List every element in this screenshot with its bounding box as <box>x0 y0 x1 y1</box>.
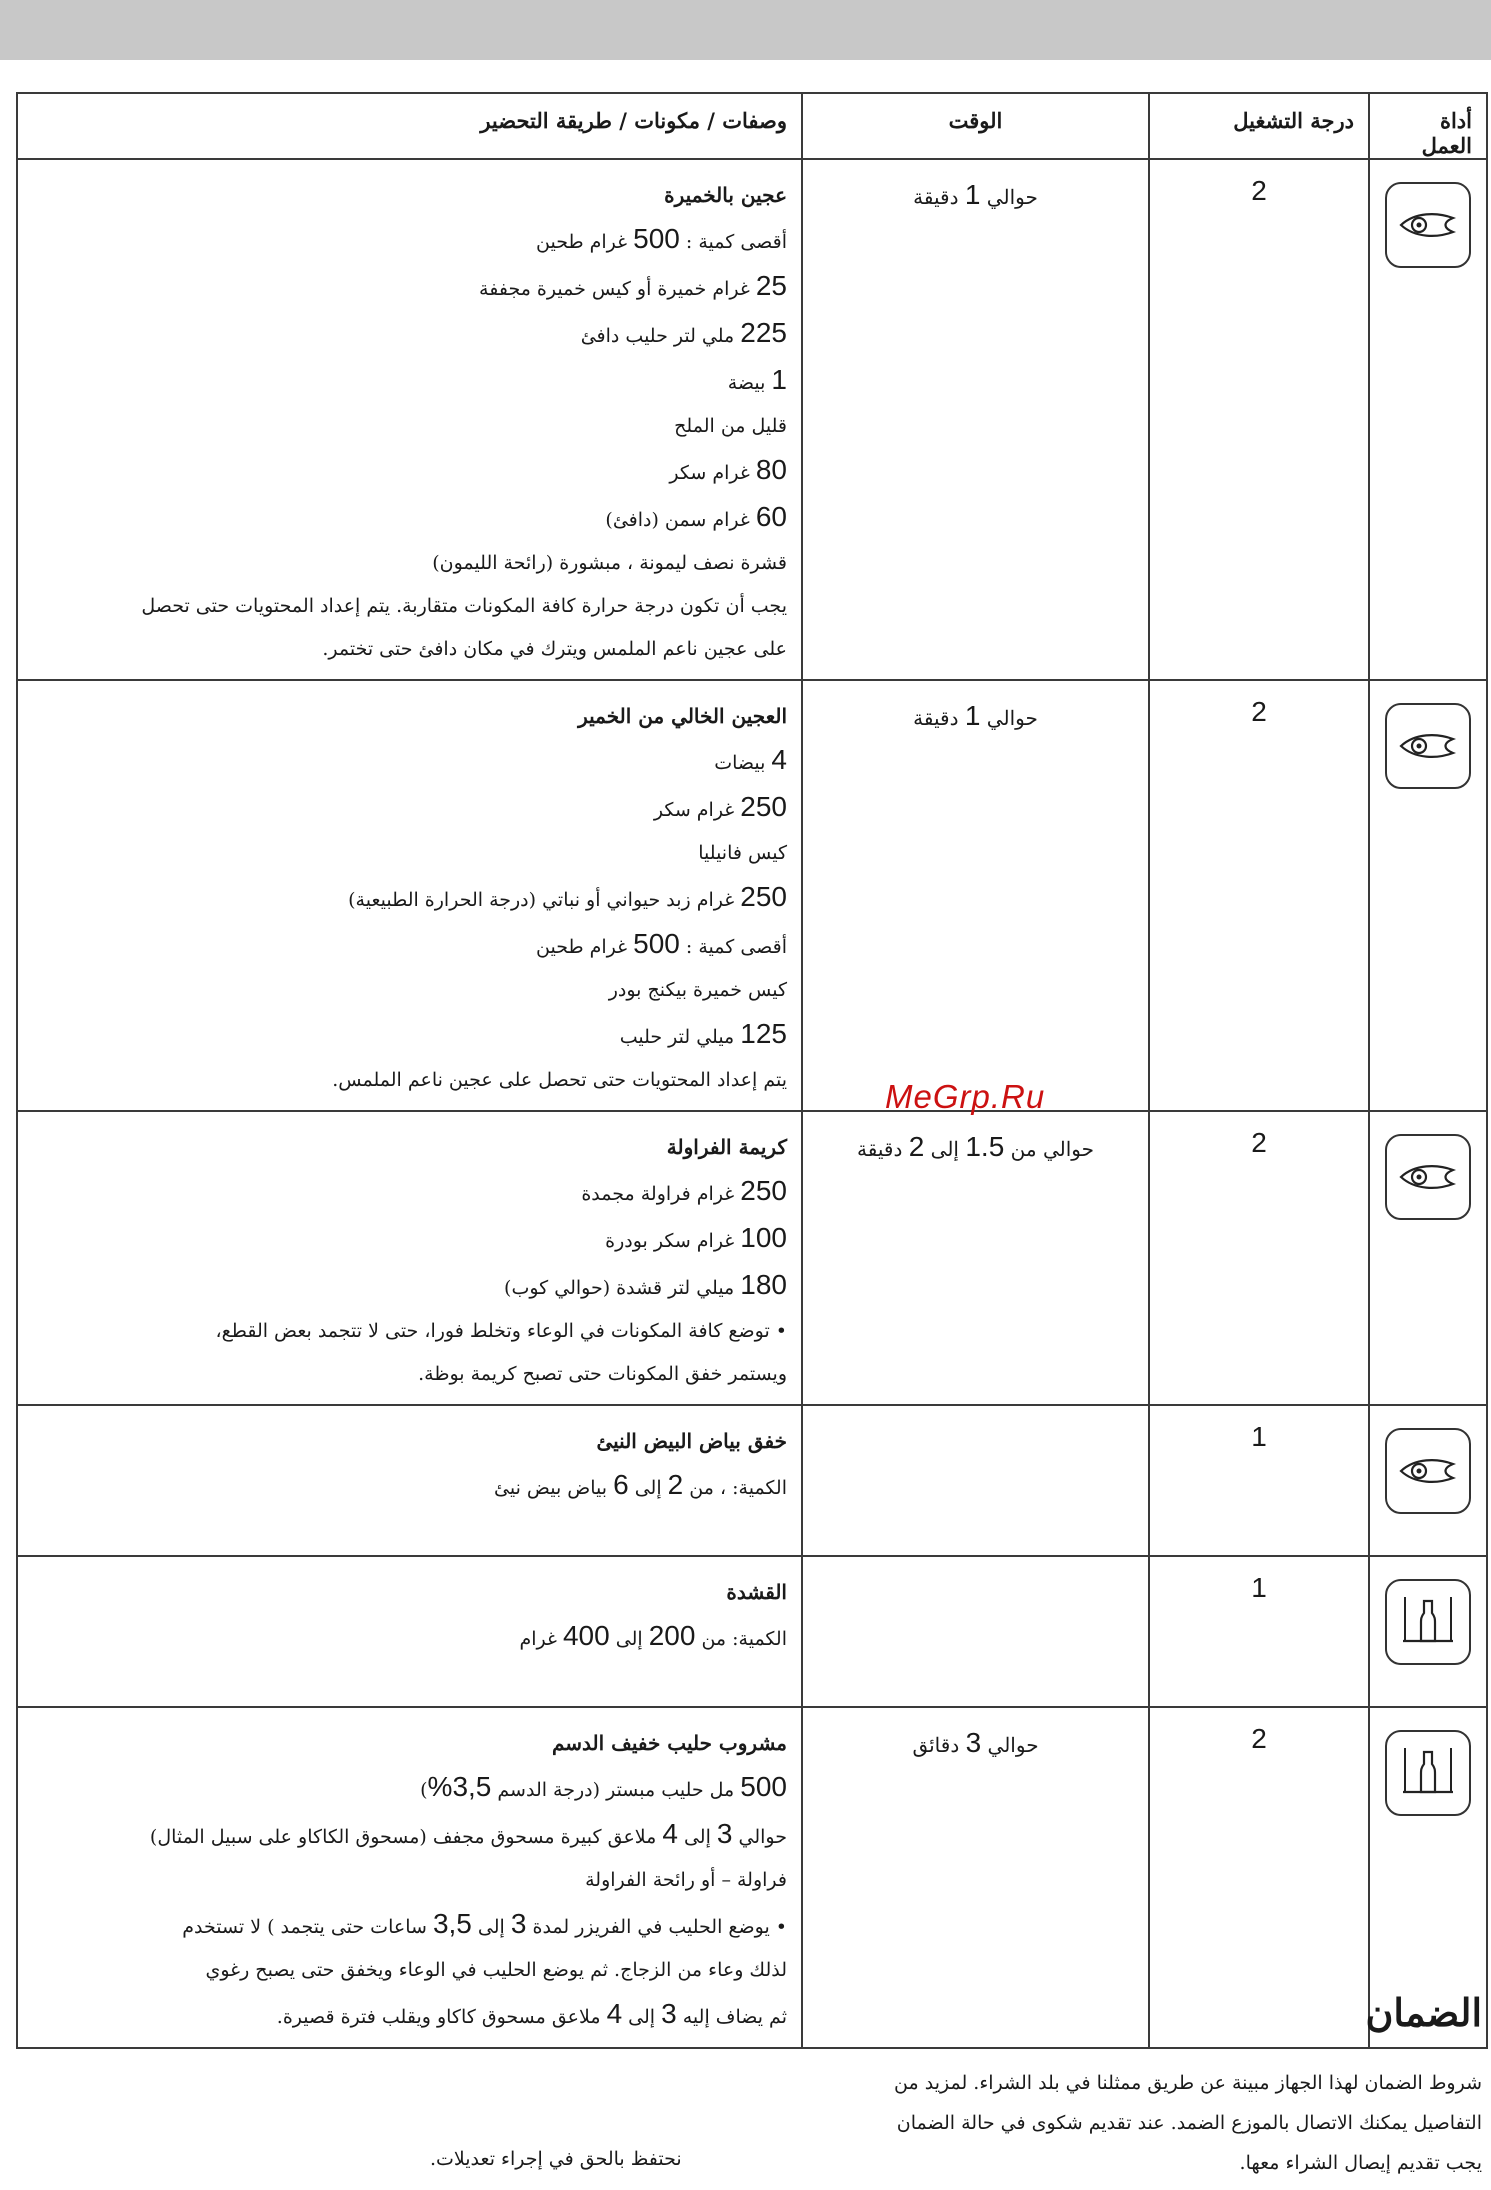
recipe-line: 4 بيضات <box>714 744 787 775</box>
recipe-title: مشروب حليب خفيف الدسم <box>551 1731 787 1755</box>
recipe-line: 125 ميلي لتر حليب <box>619 1018 787 1049</box>
recipe-title: خفق بياض البيض النيئ <box>596 1429 787 1453</box>
table-header-row <box>17 93 1487 159</box>
time-cell: حوالي 1 دقيقة <box>802 680 1149 1111</box>
recipe-line: 225 ملي لتر حليب دافئ <box>580 317 787 348</box>
tool-cell <box>1369 1405 1487 1556</box>
recipe-line: • يوضع الحليب في الفريزر لمدة 3 إلى 3,5 ساعات حتى يتجمد ) لا تستخدم <box>182 1908 787 1939</box>
time-cell <box>802 1556 1149 1707</box>
recipes-table <box>16 92 1488 2049</box>
recipe-line: لذلك وعاء من الزجاج. ثم يوضع الحليب في الوعاء ويخفق حتى يصبح رغوي <box>205 1959 787 1981</box>
desc-cell <box>17 1111 802 1405</box>
recipe-line: 100 غرام سكر بودرة <box>605 1222 787 1253</box>
level-cell: 1 <box>1149 1405 1369 1556</box>
time-cell <box>802 1405 1149 1556</box>
recipe-line: الكمية: ، من 2 إلى 6 بياض بيض نيئ <box>494 1469 787 1500</box>
guarantee-note: نحتفظ بالحق في إجراء تعديلات. <box>430 2148 682 2170</box>
bottle-jar-icon <box>1385 1579 1471 1665</box>
recipe-line: ثم يضاف إليه 3 إلى 4 ملاعق مسحوق كاكاو ويقلب فترة قصيرة. <box>276 1998 787 2029</box>
guarantee-text <box>722 2063 1482 2183</box>
level-cell: 2 <box>1149 159 1369 680</box>
top-gray-bar <box>0 0 1491 60</box>
recipe-line: • توضع كافة المكونات في الوعاء وتخلط فورا، حتى لا تتجمد بعض القطع، <box>215 1320 787 1342</box>
recipe-line: الكمية: من 200 إلى 400 غرام <box>519 1620 787 1651</box>
desc-cell <box>17 1707 802 2048</box>
recipe-title: القشدة <box>726 1580 787 1604</box>
table-row <box>17 1556 1487 1707</box>
guarantee-line: التفاصيل يمكنك الاتصال بالموزع الضمد. عند تقديم شكوى في حالة الضمان <box>896 2112 1482 2134</box>
header-tool: أداة العمل <box>1369 93 1487 159</box>
table-row <box>17 1707 1487 2048</box>
guarantee-line: يجب تقديم إيصال الشراء معها. <box>1239 2152 1482 2174</box>
level-cell: 2 <box>1149 1111 1369 1405</box>
time-cell: حوالي من 1.5 إلى 2 دقيقة <box>802 1111 1149 1405</box>
recipe-line: 60 غرام سمن (دافئ) <box>605 501 787 532</box>
header-level: درجة التشغيل <box>1149 93 1369 159</box>
bottle-jar-icon <box>1385 1730 1471 1816</box>
whisk-icon <box>1385 182 1471 268</box>
desc-cell <box>17 680 802 1111</box>
recipe-line: على عجين ناعم الملمس ويترك في مكان دافئ حتى تختمر. <box>322 638 787 660</box>
desc-cell <box>17 159 802 680</box>
whisk-icon <box>1385 1134 1471 1220</box>
recipe-line: حوالي 3 إلى 4 ملاعق كبيرة مسحوق مجفف (مسحوق الكاكاو على سبيل المثال) <box>149 1818 787 1849</box>
time-cell: حوالي 3 دقائق <box>802 1707 1149 2048</box>
tool-cell <box>1369 680 1487 1111</box>
recipe-title: كريمة الفراولة <box>666 1135 787 1159</box>
recipe-line: 1 بيضة <box>727 364 787 395</box>
recipe-line: 180 ميلي لتر قشدة (حوالي كوب) <box>504 1269 787 1300</box>
level-cell: 2 <box>1149 1707 1369 2048</box>
desc-cell <box>17 1556 802 1707</box>
time-cell: حوالي 1 دقيقة <box>802 159 1149 680</box>
recipe-title: العجين الخالي من الخمير <box>578 704 787 728</box>
recipe-line: 250 غرام فراولة مجمدة <box>581 1175 787 1206</box>
recipe-line: 80 غرام سكر <box>669 454 787 485</box>
recipe-line: قليل من الملح <box>674 415 787 437</box>
recipe-line: 250 غرام زبد حيواني أو نباتي (درجة الحرارة الطبيعية) <box>348 881 787 912</box>
table-row <box>17 1405 1487 1556</box>
recipe-line: أقصى كمية : 500 غرام طحين <box>536 223 787 254</box>
tool-cell <box>1369 159 1487 680</box>
guarantee-title: الضمان <box>1365 1990 1482 2035</box>
recipe-line: يتم إعداد المحتويات حتى تحصل على عجين ناعم الملمس. <box>332 1069 787 1091</box>
recipe-line: كيس خميرة بيكنج بودر <box>608 979 787 1001</box>
recipe-line: يجب أن تكون درجة حرارة كافة المكونات متقاربة. يتم إعداد المحتويات حتى تحصل <box>141 595 787 617</box>
table-row <box>17 159 1487 680</box>
recipe-line: فراولة – أو رائحة الفراولة <box>585 1869 787 1891</box>
table-row <box>17 680 1487 1111</box>
tool-cell <box>1369 1556 1487 1707</box>
recipe-line: 25 غرام خميرة أو كيس خميرة مجففة <box>479 270 787 301</box>
recipe-line: 250 غرام سكر <box>653 791 787 822</box>
recipe-line: قشرة نصف ليمونة ، مبشورة (رائحة الليمون) <box>432 552 787 574</box>
desc-cell <box>17 1405 802 1556</box>
header-time: الوقت <box>802 93 1149 159</box>
guarantee-line: شروط الضمان لهذا الجهاز مبينة عن طريق ممثلنا في بلد الشراء. لمزيد من <box>894 2072 1482 2094</box>
whisk-icon <box>1385 1428 1471 1514</box>
table-row <box>17 1111 1487 1405</box>
tool-cell <box>1369 1111 1487 1405</box>
recipe-line: أقصى كمية : 500 غرام طحين <box>536 928 787 959</box>
level-cell: 2 <box>1149 680 1369 1111</box>
recipe-line: كيس فانيليا <box>698 842 787 864</box>
watermark: MeGrp.Ru <box>885 1078 1046 1115</box>
recipe-title: عجين بالخميرة <box>664 183 787 207</box>
level-cell: 1 <box>1149 1556 1369 1707</box>
header-desc: وصفات / مكونات / طريقة التحضير <box>17 93 802 159</box>
recipe-line: 500 مل حليب مبستر (درجة الدسم 3,5%) <box>420 1771 787 1802</box>
recipe-line: ويستمر خفق المكونات حتى تصبح كريمة بوظة. <box>418 1363 787 1385</box>
whisk-icon <box>1385 703 1471 789</box>
